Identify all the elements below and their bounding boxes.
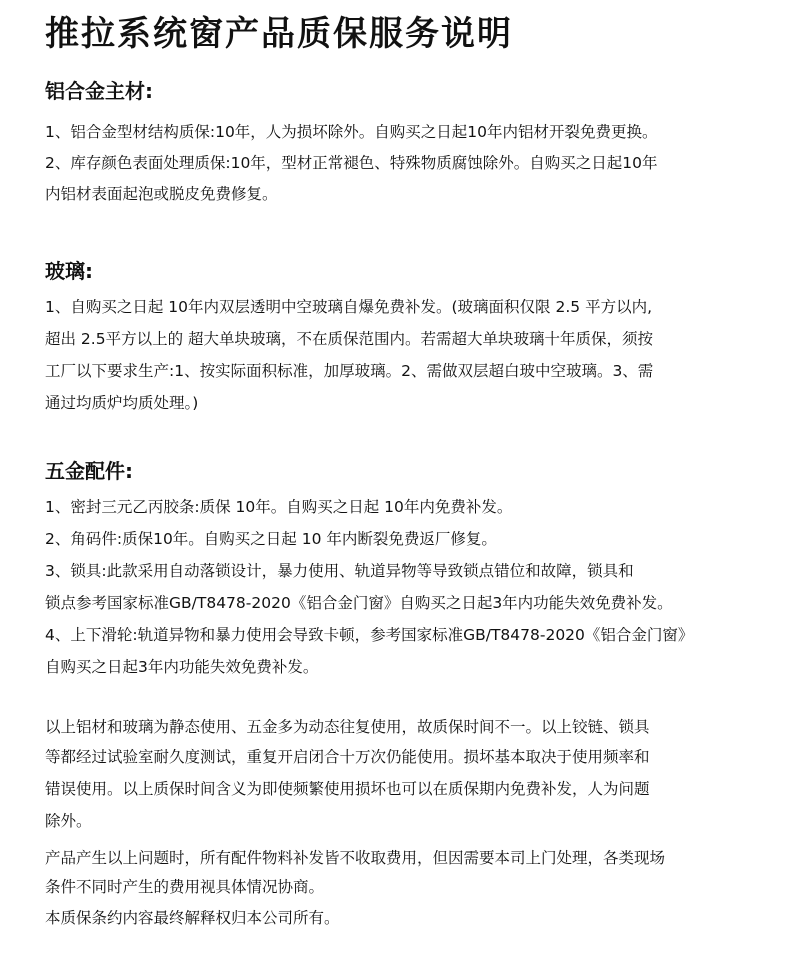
page-title: 推拉系统窗产品质保服务说明 [45, 14, 513, 54]
glass-line: 工厂以下要求生产:1、按实际面积标准，加厚玻璃。2、需做双层超白玻中空玻璃。3、需 [45, 362, 654, 380]
section-heading-hardware: 五金配件: [45, 459, 133, 483]
hardware-line: 1、密封三元乙丙胶条:质保 10年。自购买之日起 10年内免费补发。 [45, 498, 513, 516]
aluminum-line: 2、库存颜色表面处理质保:10年，型材正常褪色、特殊物质腐蚀除外。自购买之日起10年 [45, 154, 658, 172]
glass-line: 超出 2.5平方以上的 超大单块玻璃，不在质保范围内。若需超大单块玻璃十年质保，须按 [45, 330, 654, 348]
notes-line: 以上铝材和玻璃为静态使用、五金多为动态往复使用，故质保时间不一。以上铰链、锁具 [45, 718, 650, 736]
hardware-line: 2、角码件:质保10年。自购买之日起 10 年内断裂免费返厂修复。 [45, 530, 497, 548]
hardware-line: 4、上下滑轮:轨道异物和暴力使用会导致卡顿，参考国家标准GB/T8478-2020《铝合金门窗》 [45, 626, 694, 644]
section-heading-glass: 玻璃: [45, 259, 93, 283]
hardware-line: 自购买之日起3年内功能失效免费补发。 [45, 658, 319, 676]
notes-line: 产品产生以上问题时，所有配件物料补发皆不收取费用，但因需要本司上门处理，各类现场 [45, 849, 666, 867]
notes-line: 条件不同时产生的费用视具体情况协商。 [45, 878, 325, 896]
glass-line: 通过均质炉均质处理。) [45, 394, 199, 412]
glass-line: 1、自购买之日起 10年内双层透明中空玻璃自爆免费补发。(玻璃面积仅限 2.5 平方以内, [45, 298, 652, 316]
notes-line: 除外。 [45, 812, 92, 830]
aluminum-line: 内铝材表面起泡或脱皮免费修复。 [45, 185, 278, 203]
section-heading-aluminum: 铝合金主材: [45, 79, 153, 103]
hardware-line: 锁点参考国家标准GB/T8478-2020《铝合金门窗》自购买之日起3年内功能失效免费补发。 [45, 594, 673, 612]
notes-line: 等都经过试验室耐久度测试，重复开启闭合十万次仍能使用。损坏基本取决于使用频率和 [45, 748, 650, 766]
notes-line: 本质保条约内容最终解释权归本公司所有。 [45, 909, 340, 927]
aluminum-line: 1、铝合金型材结构质保:10年，人为损坏除外。自购买之日起10年内铝材开裂免费更换。 [45, 123, 658, 141]
notes-line: 错误使用。以上质保时间含义为即使频繁使用损坏也可以在质保期内免费补发，人为问题 [45, 780, 650, 798]
hardware-line: 3、锁具:此款采用自动落锁设计，暴力使用、轨道异物等导致锁点错位和故障，锁具和 [45, 562, 634, 580]
